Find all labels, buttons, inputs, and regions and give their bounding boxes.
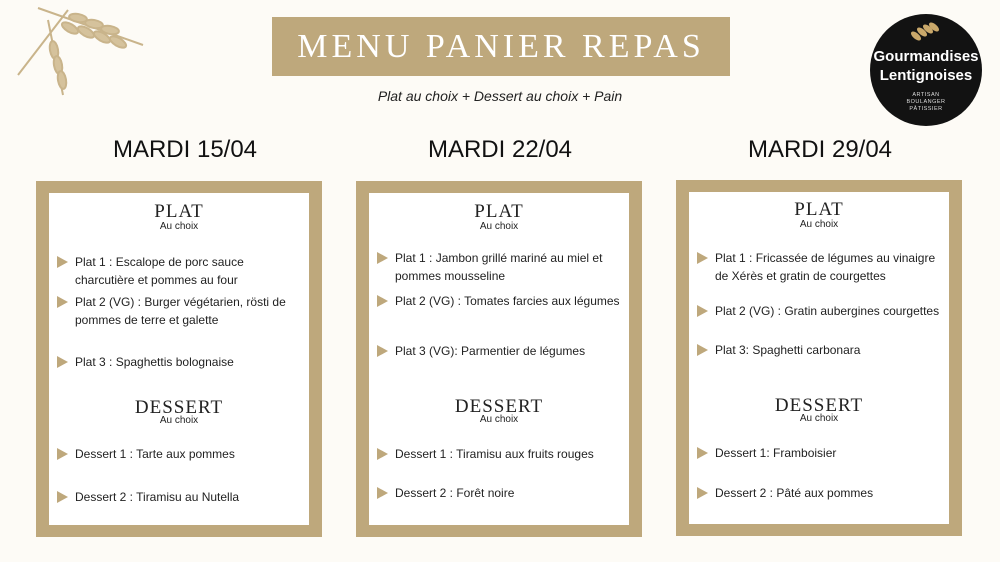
triangle-bullet-icon: [377, 345, 388, 357]
day-heading: MARDI 29/04: [747, 136, 893, 163]
triangle-bullet-icon: [697, 447, 708, 459]
day-heading: MARDI 15/04: [112, 136, 258, 163]
menu-item: Plat 2 (VG) : Tomates farcies aux légumes: [377, 292, 625, 310]
triangle-bullet-icon: [377, 252, 388, 264]
menu-item: Dessert 2 : Pâté aux pommes: [697, 484, 945, 502]
dessert-title: DESSERT: [454, 396, 544, 417]
wheat-icon: [910, 22, 942, 44]
triangle-bullet-icon: [697, 252, 708, 264]
dessert-subtitle: Au choix: [479, 414, 519, 425]
menu-item: Dessert 1: Framboisier: [697, 444, 945, 462]
dessert-title: DESSERT: [774, 395, 864, 416]
subtitle: Plat au choix + Dessert au choix + Pain: [377, 88, 623, 104]
triangle-bullet-icon: [377, 487, 388, 499]
triangle-bullet-icon: [57, 448, 68, 460]
plat-subtitle: Au choix: [479, 221, 519, 232]
triangle-bullet-icon: [697, 305, 708, 317]
triangle-bullet-icon: [57, 296, 68, 308]
logo-small-3: PÂTISSIER: [909, 106, 943, 112]
triangle-bullet-icon: [57, 356, 68, 368]
page-title: MENU PANIER REPAS: [297, 27, 705, 65]
day-heading: MARDI 22/04: [427, 136, 573, 163]
menu-item: Plat 2 (VG) : Gratin aubergines courgettes: [697, 302, 945, 320]
plat-title: PLAT: [474, 201, 524, 222]
logo-line-1: Gourmandises: [873, 48, 979, 65]
triangle-bullet-icon: [377, 295, 388, 307]
triangle-bullet-icon: [697, 487, 708, 499]
plat-title: PLAT: [154, 201, 204, 222]
menu-item: Plat 3 (VG): Parmentier de légumes: [377, 342, 625, 360]
menu-item: Dessert 2 : Tiramisu au Nutella: [57, 488, 305, 506]
menu-card: [356, 181, 642, 537]
triangle-bullet-icon: [57, 256, 68, 268]
menu-card: [676, 180, 962, 536]
menu-item: Dessert 2 : Forêt noire: [377, 484, 625, 502]
triangle-bullet-icon: [377, 448, 388, 460]
menu-item: Plat 1 : Escalope de porc sauce charcutière et pommes au four: [57, 253, 305, 289]
menu-item: Plat 3 : Spaghettis bolognaise: [57, 353, 305, 371]
brand-logo: [870, 14, 982, 126]
logo-small-1: ARTISAN: [912, 92, 940, 98]
wheat-icon: [8, 0, 148, 100]
menu-card: [36, 181, 322, 537]
triangle-bullet-icon: [697, 344, 708, 356]
menu-item: Plat 3: Spaghetti carbonara: [697, 341, 945, 359]
logo-line-2: Lentignoises: [879, 67, 973, 84]
plat-subtitle: Au choix: [799, 219, 839, 230]
plat-title: PLAT: [794, 199, 844, 220]
logo-small-2: BOULANGER: [906, 99, 946, 105]
dessert-title: DESSERT: [134, 397, 224, 418]
menu-item: Dessert 1 : Tarte aux pommes: [57, 445, 305, 463]
menu-item: Dessert 1 : Tiramisu aux fruits rouges: [377, 445, 625, 463]
title-banner: [272, 17, 730, 76]
triangle-bullet-icon: [57, 491, 68, 503]
dessert-subtitle: Au choix: [799, 413, 839, 424]
menu-item: Plat 2 (VG) : Burger végétarien, rösti de pommes de terre et galette: [57, 293, 305, 329]
plat-subtitle: Au choix: [159, 221, 199, 232]
menu-item: Plat 1 : Jambon grillé mariné au miel et pommes mousseline: [377, 249, 625, 285]
dessert-subtitle: Au choix: [159, 415, 199, 426]
menu-item: Plat 1 : Fricassée de légumes au vinaigre de Xérès et gratin de courgettes: [697, 249, 945, 285]
